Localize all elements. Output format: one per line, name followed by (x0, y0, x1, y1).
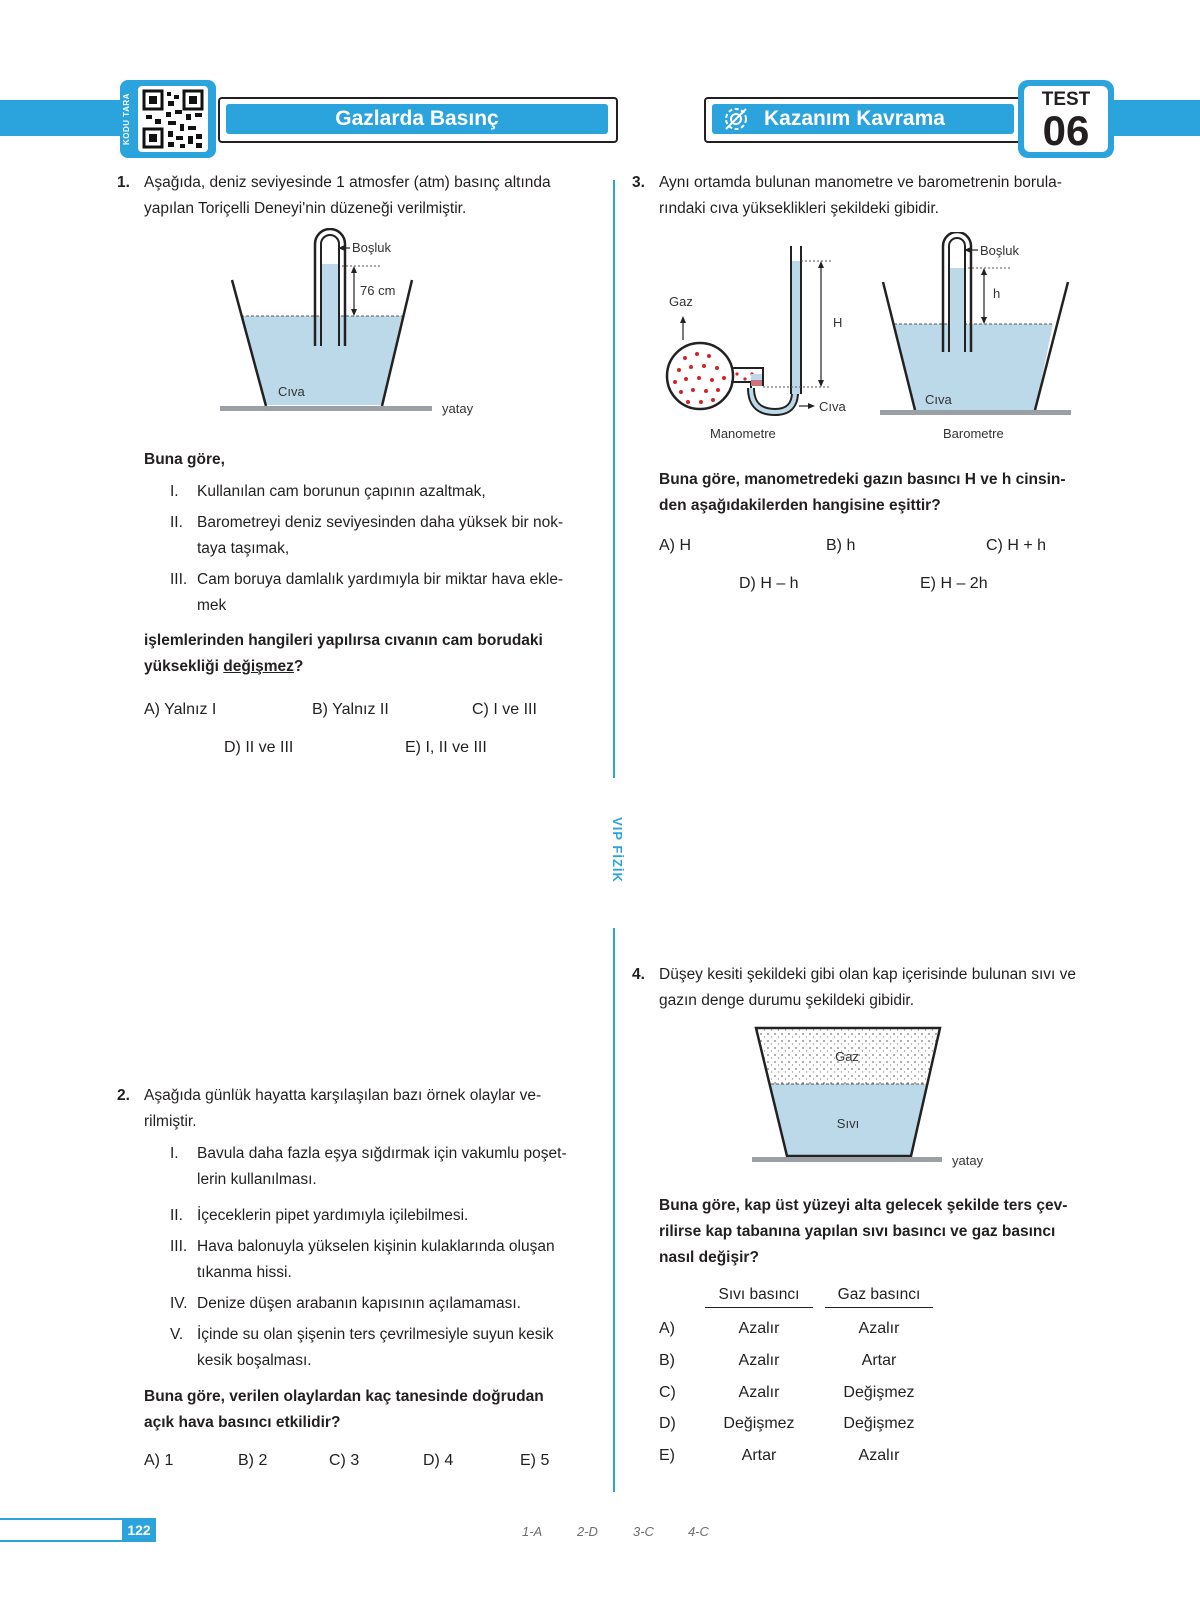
q4-row-b-liquid: Azalır (738, 1352, 780, 1369)
page-number-bar (0, 1518, 122, 1542)
q3-option-c[interactable]: C) H + h (986, 537, 1047, 554)
q3-H-label: H (833, 315, 843, 330)
q3-liquid-label-right: Cıva (925, 392, 952, 407)
q3-option-b[interactable]: B) h (826, 537, 856, 554)
q2-option-a[interactable]: A) 1 (144, 1452, 174, 1469)
q3-gas-label: Gaz (669, 294, 693, 309)
page-number: 122 (122, 1518, 156, 1542)
answer-key-2: 2-D (577, 1524, 598, 1539)
q2-item-1-line1: Bavula daha fazla eşya sığdırmak için vakumlu poşet- (197, 1145, 567, 1162)
q4-stem (632, 962, 1110, 1014)
q1-stem-line1: Aşağıda, deniz seviyesinde 1 atmosfer (atm) basınç altında (144, 174, 551, 191)
q2-item-3 (170, 1234, 595, 1286)
q3-ask-line2: den aşağıdakilerden hangisine eşittir? (659, 497, 941, 514)
q2-item-5-line1: İçinde su olan şişenin ters çevrilmesiyle suyun kesik (197, 1326, 554, 1343)
header-bar-right (1100, 100, 1200, 136)
section-title-frame (704, 97, 1024, 143)
q2-item-3-line2: tıkanma hissi. (197, 1264, 292, 1281)
q3-manometer-figure (655, 240, 885, 450)
q1-item-1-num: I. (170, 483, 179, 500)
q4-row-a-liquid: Azalır (738, 1320, 780, 1337)
answer-key-4: 4-C (688, 1524, 709, 1539)
q2-item-2-num: II. (170, 1207, 183, 1224)
q4-stem-line2: gazın denge durumu şekildeki gibidir. (659, 992, 915, 1009)
q1-height-label: 76 cm (360, 283, 396, 298)
q1-stem (117, 170, 595, 222)
q1-ask-underlined: değişmez (223, 658, 294, 675)
q2-option-e[interactable]: E) 5 (520, 1452, 550, 1469)
q3-manometer-label: Manometre (710, 426, 776, 441)
q1-ground-label: yatay (442, 401, 474, 416)
brand-label: VIP FİZİK (610, 817, 625, 883)
q4-row-c-gas: Değişmez (843, 1384, 915, 1401)
q4-ask-line1: Buna göre, kap üst yüzeyi alta gelecek şekilde ters çev- (659, 1197, 1068, 1214)
q1-ask-line1: işlemlerinden hangileri yapılırsa cıvanın cam borudaki (144, 632, 543, 649)
topic-title-frame (218, 97, 618, 143)
q2-option-c[interactable]: C) 3 (329, 1452, 360, 1469)
q2-stem-line2: rilmiştir. (144, 1113, 197, 1130)
q4-header-gas: Gaz basıncı (825, 1286, 933, 1308)
q1-number: 1. (117, 174, 130, 191)
q3-option-d[interactable]: D) H – h (739, 575, 799, 592)
q4-row-e-letter[interactable]: E) (659, 1447, 675, 1464)
q1-item-3-num: III. (170, 571, 188, 588)
q3-stem (632, 170, 1110, 222)
q2-item-3-line1: Hava balonuyla yükselen kişinin kulaklarında oluşan (197, 1238, 555, 1255)
q3-stem-line2: rındaki cıva yükseklikleri şekildeki gibidir. (659, 200, 939, 217)
q2-item-5-line2: kesik boşalması. (197, 1352, 312, 1369)
q1-ask-line2a: yüksekliği (144, 658, 224, 675)
q4-row-d-gas: Değişmez (843, 1415, 915, 1432)
q4-row-b-letter[interactable]: B) (659, 1352, 675, 1369)
q1-lead: Buna göre, (144, 451, 225, 468)
q1-question (144, 628, 596, 680)
q3-barometer-figure (880, 232, 1080, 450)
q4-stem-line1: Düşey kesiti şekildeki gibi olan kap içerisinde bulunan sıvı ve (659, 966, 1076, 983)
q4-number: 4. (632, 966, 645, 983)
q1-item-2 (170, 510, 595, 562)
q2-item-4 (170, 1291, 595, 1317)
q4-row-d-liquid: Değişmez (723, 1415, 795, 1432)
q3-option-e[interactable]: E) H – 2h (920, 575, 988, 592)
q1-space-label: Boşluk (352, 240, 392, 255)
q4-row-e-liquid: Artar (741, 1447, 777, 1464)
q1-item-1-line1: Kullanılan cam borunun çapının azaltmak, (197, 483, 486, 500)
q3-question (659, 467, 1111, 519)
q4-ask-line2: rilirse kap tabanına yapılan sıvı basıncı ve gaz basıncı (659, 1223, 1056, 1240)
test-number: 06 (1042, 107, 1090, 154)
q2-item-3-num: III. (170, 1238, 188, 1255)
q4-gas-label: Gaz (835, 1049, 859, 1064)
q2-stem-line1: Aşağıda günlük hayatta karşılaşılan bazı örnek olaylar ve- (144, 1087, 542, 1104)
q1-option-e[interactable]: E) I, II ve III (405, 739, 487, 756)
q2-ask-line1: Buna göre, verilen olaylardan kaç tanesinde doğrudan (144, 1388, 544, 1405)
qr-code-icon (138, 86, 208, 152)
q4-ask-line3: nasıl değişir? (659, 1249, 759, 1266)
q3-h-label: h (993, 286, 1001, 301)
q2-item-5 (170, 1322, 595, 1374)
q2-item-4-line1: Denize düşen arabanın kapısının açılamaması. (197, 1295, 521, 1312)
q1-liquid-label: Cıva (278, 384, 305, 399)
answer-key-3: 3-C (633, 1524, 654, 1539)
q1-item-2-line1: Barometreyi deniz seviyesinden daha yüksek bir nok- (197, 514, 564, 531)
q3-number: 3. (632, 174, 645, 191)
q2-item-2 (170, 1203, 595, 1229)
section-title: Kazanım Kavrama (764, 107, 945, 130)
q1-ask-line2b: ? (293, 658, 304, 675)
q1-option-b[interactable]: B) Yalnız II (312, 701, 389, 718)
q2-item-1-num: I. (170, 1145, 179, 1162)
q2-item-1 (170, 1141, 595, 1193)
q4-row-c-liquid: Azalır (738, 1384, 780, 1401)
q3-liquid-label-left: Cıva (819, 399, 846, 414)
q4-row-a-letter[interactable]: A) (659, 1320, 675, 1337)
q1-option-a[interactable]: A) Yalnız I (144, 701, 217, 718)
q2-stem (117, 1083, 595, 1135)
q3-option-a[interactable]: A) H (659, 537, 691, 554)
q4-row-a-gas: Azalır (858, 1320, 900, 1337)
q1-item-2-num: II. (170, 514, 183, 531)
q1-item-1 (170, 479, 595, 505)
q4-row-b-gas: Artar (861, 1352, 897, 1369)
q4-header-liquid: Sıvı basıncı (705, 1286, 813, 1308)
qr-label: KODU TARA (122, 93, 131, 145)
test-badge (1018, 80, 1114, 158)
q2-ask-line2: açık hava basıncı etkilidir? (144, 1414, 341, 1431)
section-title-pill (712, 104, 1014, 134)
q3-stem-line1: Aynı ortamda bulunan manometre ve barometrenin borula- (659, 174, 1062, 191)
q4-liquid-label: Sıvı (836, 1116, 860, 1131)
q1-item-2-line2: taya taşımak, (197, 540, 290, 557)
q2-question (144, 1384, 596, 1436)
q1-option-c[interactable]: C) I ve III (472, 701, 537, 718)
q3-barometer-label: Barometre (943, 426, 1004, 441)
q1-item-3 (170, 567, 595, 619)
q1-option-d[interactable]: D) II ve III (224, 739, 294, 756)
q1-torricelli-figure (220, 228, 500, 428)
q3-ask-line1: Buna göre, manometredeki gazın basıncı H ve h cinsin- (659, 471, 1066, 488)
q2-option-d[interactable]: D) 4 (423, 1452, 454, 1469)
q2-item-2-line1: İçeceklerin pipet yardımıyla içilebilmesi. (197, 1207, 469, 1224)
q1-item-3-line2: mek (197, 597, 227, 614)
test-word: TEST (1041, 89, 1091, 110)
q1-item-3-line1: Cam boruya damlalık yardımıyla bir miktar hava ekle- (197, 571, 564, 588)
q4-question (659, 1193, 1111, 1271)
topic-title: Gazlarda Basınç (226, 104, 608, 134)
qr-code-panel[interactable] (120, 80, 216, 158)
q2-number: 2. (117, 1087, 130, 1104)
q4-ground-label: yatay (952, 1153, 984, 1168)
q4-row-e-gas: Azalır (858, 1447, 900, 1464)
q1-stem-line2: yapılan Toriçelli Deneyi'nin düzeneği verilmiştir. (144, 200, 467, 217)
q2-item-5-num: V. (170, 1326, 184, 1343)
q2-item-1-line2: lerin kullanılması. (197, 1171, 317, 1188)
q4-row-d-letter[interactable]: D) (659, 1415, 676, 1432)
q4-container-figure (752, 1025, 1022, 1175)
q3-space-label: Boşluk (980, 243, 1020, 258)
gear-icon (722, 106, 750, 132)
q2-item-4-num: IV. (170, 1295, 188, 1312)
q4-row-c-letter[interactable]: C) (659, 1384, 676, 1401)
header-bar-left (0, 100, 130, 136)
answer-key-1: 1-A (522, 1524, 543, 1539)
q2-option-b[interactable]: B) 2 (238, 1452, 268, 1469)
